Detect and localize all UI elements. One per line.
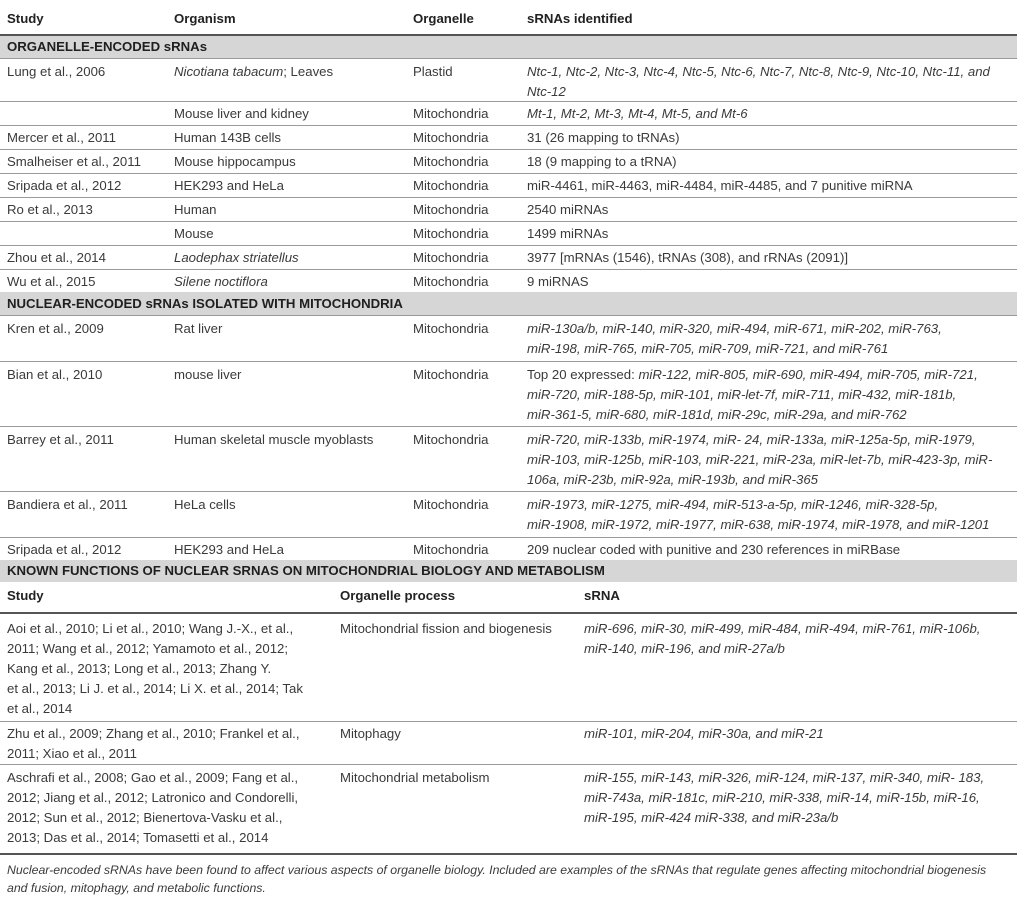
cell-organism: Human skeletal muscle myoblasts (174, 432, 374, 447)
cell-organism: Human (174, 202, 217, 217)
table-footnote (0, 855, 1012, 897)
srna-line: miR-696, miR-30, miR-499, miR-484, miR-494, miR-761, miR-106b, (584, 621, 981, 636)
table-row (0, 174, 1017, 197)
cell-organism: HEK293 and HeLa (174, 178, 284, 193)
cell-organelle: Mitochondria (413, 432, 489, 447)
srna-line: miR-195, miR-424 miR-338, and miR-23a/b (584, 810, 839, 825)
table-row (0, 722, 1017, 764)
srna-line: miR-155, miR-143, miR-326, miR-124, miR-137, miR-340, miR- 183, (584, 770, 985, 785)
cell-organism: Rat liver (174, 321, 223, 336)
srna-line: miR-361-5, miR-680, miR-181d, miR-29c, miR-29a, and miR-762 (527, 407, 907, 422)
srna-line: miR-101, miR-204, miR-30a, and miR-21 (584, 726, 824, 741)
cell-srnas (527, 495, 1015, 535)
cell-organelle: Mitochondria (413, 154, 489, 169)
table-row (0, 614, 1017, 721)
srna-list: miR-122, miR-805, miR-690, miR-494, miR-705, miR-721, (638, 367, 978, 382)
study-line: Aschrafi et al., 2008; Gao et al., 2009; Fang et al., (7, 770, 299, 785)
study-line: et al., 2014 (7, 701, 73, 716)
col-header-srnas: sRNAs identified (527, 11, 633, 26)
subtable-header (0, 582, 1017, 612)
study-line: 2012; Jiang et al., 2012; Latronico and Condorelli, (7, 790, 299, 805)
table-row (0, 198, 1017, 221)
study-line: 2011; Wang et al., 2012; Yamamoto et al., 2012; (7, 641, 289, 656)
cell-study: Ro et al., 2013 (7, 202, 93, 217)
table-row (0, 246, 1017, 269)
cell-organelle: Mitochondria (413, 178, 489, 193)
cell-srna (584, 619, 1015, 659)
study-line: Aoi et al., 2010; Li et al., 2010; Wang J.-X., et al., (7, 621, 294, 636)
study-line: Zhu et al., 2009; Zhang et al., 2010; Frankel et al., (7, 726, 300, 741)
study-line: Kang et al., 2013; Long et al., 2013; Zhang Y. (7, 661, 272, 676)
cell-srnas (527, 430, 1015, 490)
col-header-organelle: Organelle (413, 11, 474, 26)
srna-line: miR-103, miR-125b, miR-103, miR-221, miR-23a, miR-let-7b, miR-423-3p, miR- (527, 452, 993, 467)
study-line: 2013; Das et al., 2014; Tomasetti et al., 2014 (7, 830, 269, 845)
cell-study: Smalheiser et al., 2011 (7, 154, 141, 169)
col-header-study: Study (7, 11, 44, 26)
cell-srnas: 1499 miRNAs (527, 226, 609, 241)
table-row (0, 102, 1017, 125)
table-row (0, 427, 1017, 491)
cell-srna (584, 768, 1015, 828)
table-row (0, 126, 1017, 149)
cell-study: Lung et al., 2006 (7, 64, 106, 79)
organism-suffix: ; Leaves (283, 64, 334, 79)
cell-srnas: 209 nuclear coded with punitive and 230 references in miRBase (527, 542, 901, 557)
col-header-study: Study (7, 588, 44, 603)
cell-srnas: miR-4461, miR-4463, miR-4484, miR-4485, and 7 punitive miRNA (527, 178, 913, 193)
srna-prefix: Top 20 expressed: (527, 367, 639, 382)
cell-srnas (527, 319, 1015, 359)
cell-process: Mitochondrial fission and biogenesis (340, 621, 552, 636)
table-row (0, 492, 1017, 537)
cell-study: Zhou et al., 2014 (7, 250, 106, 265)
cell-organelle: Plastid (413, 64, 453, 79)
cell-organism: Human 143B cells (174, 130, 282, 145)
table-row (0, 362, 1017, 426)
cell-organelle: Mitochondria (413, 542, 489, 557)
section-title: NUCLEAR-ENCODED sRNAs ISOLATED WITH MITOCHONDRIA (0, 292, 1017, 315)
footnote-line: and fusion, mitophagy, and metabolic functions. (7, 881, 266, 895)
srna-line (527, 365, 1015, 385)
table-row (0, 316, 1017, 361)
table-row (0, 538, 1017, 560)
cell-study: Mercer et al., 2011 (7, 130, 116, 145)
cell-study: Sripada et al., 2012 (7, 542, 122, 557)
cell-organism: Laodephax striatellus (174, 250, 299, 265)
cell-organelle: Mitochondria (413, 250, 489, 265)
cell-srnas (527, 365, 1015, 425)
srna-line: 106a, miR-23b, miR-92a, miR-193b, and miR-365 (527, 472, 818, 487)
cell-study (7, 619, 337, 719)
table-row (0, 150, 1017, 173)
srna-line: miR-720, miR-133b, miR-1974, miR- 24, miR-133a, miR-125a-5p, miR-1979, (527, 432, 976, 447)
section-title: ORGANELLE-ENCODED sRNAs (0, 36, 1017, 58)
cell-organism: HEK293 and HeLa (174, 542, 284, 557)
col-header-organism: Organism (174, 11, 236, 26)
srna-line: miR-720, miR-188-5p, miR-101, miR-let-7f, miR-711, miR-432, miR-181b, (527, 387, 957, 402)
srna-line: miR-1973, miR-1275, miR-494, miR-513-a-5p, miR-1246, miR-328-5p, (527, 497, 939, 512)
organism-italic: Nicotiana tabacum (174, 64, 284, 79)
cell-study: Kren et al., 2009 (7, 321, 104, 336)
table-header (0, 0, 1017, 34)
cell-organelle: Mitochondria (413, 130, 489, 145)
footnote-line: Nuclear-encoded sRNAs have been found to affect various aspects of organelle biology. Included are examples of the sRNAs that regulate genes affecting mitochondrial biogenesis (7, 863, 987, 877)
table-row (0, 270, 1017, 292)
srna-line: miR-130a/b, miR-140, miR-320, miR-494, miR-671, miR-202, miR-763, (527, 321, 942, 336)
cell-study: Bian et al., 2010 (7, 367, 103, 382)
cell-organelle: Mitochondria (413, 202, 489, 217)
section-title: KNOWN FUNCTIONS OF NUCLEAR SRNAS ON MITOCHONDRIAL BIOLOGY AND METABOLISM (0, 560, 1017, 582)
cell-organelle: Mitochondria (413, 321, 489, 336)
cell-study: Bandiera et al., 2011 (7, 497, 128, 512)
col-header-process: Organelle process (340, 588, 456, 603)
cell-organelle: Mitochondria (413, 274, 489, 289)
study-line: 2011; Xiao et al., 2011 (7, 746, 138, 761)
cell-organism: Mouse hippocampus (174, 154, 296, 169)
cell-organism (174, 62, 406, 82)
srna-line: miR-140, miR-196, and miR-27a/b (584, 641, 785, 656)
cell-process: Mitochondrial metabolism (340, 770, 490, 785)
table-row (0, 222, 1017, 245)
cell-srnas: Mt-1, Mt-2, Mt-3, Mt-4, Mt-5, and Mt-6 (527, 106, 748, 121)
table-row (0, 765, 1017, 853)
cell-srnas: 18 (9 mapping to a tRNA) (527, 154, 677, 169)
cell-organism: mouse liver (174, 367, 242, 382)
cell-srna (584, 724, 1015, 744)
cell-organelle: Mitochondria (413, 497, 489, 512)
cell-srnas: 3977 [mRNAs (1546), tRNAs (308), and rRNAs (2091)] (527, 250, 849, 265)
cell-study (7, 768, 337, 848)
cell-srnas: 31 (26 mapping to tRNAs) (527, 130, 680, 145)
cell-organelle: Mitochondria (413, 367, 489, 382)
cell-srnas: Ntc-1, Ntc-2, Ntc-3, Ntc-4, Ntc-5, Ntc-6, Ntc-7, Ntc-8, Ntc-9, Ntc-10, Ntc-11, and Ntc-12 (527, 64, 990, 99)
cell-organism: Silene noctiflora (174, 274, 268, 289)
cell-organism: HeLa cells (174, 497, 236, 512)
srna-line: miR-743a, miR-181c, miR-210, miR-338, miR-14, miR-15b, miR-16, (584, 790, 980, 805)
study-line: 2012; Sun et al., 2012; Bienertova-Vasku et al., (7, 810, 283, 825)
cell-study: Barrey et al., 2011 (7, 432, 114, 447)
table-row (0, 59, 1017, 101)
cell-srnas: 9 miRNAS (527, 274, 589, 289)
cell-study (7, 724, 337, 764)
cell-organelle: Mitochondria (413, 226, 489, 241)
study-line: et al., 2013; Li J. et al., 2014; Li X. et al., 2014; Tak (7, 681, 303, 696)
cell-organism: Mouse liver and kidney (174, 106, 309, 121)
cell-study: Sripada et al., 2012 (7, 178, 122, 193)
srna-line: miR-1908, miR-1972, miR-1977, miR-638, miR-1974, miR-1978, and miR-1201 (527, 517, 990, 532)
cell-process: Mitophagy (340, 726, 401, 741)
cell-srnas: 2540 miRNAs (527, 202, 609, 217)
col-header-srna: sRNA (584, 588, 620, 603)
cell-organelle: Mitochondria (413, 106, 489, 121)
cell-organism: Mouse (174, 226, 214, 241)
cell-study: Wu et al., 2015 (7, 274, 96, 289)
srna-line: miR-198, miR-765, miR-705, miR-709, miR-721, and miR-761 (527, 341, 889, 356)
